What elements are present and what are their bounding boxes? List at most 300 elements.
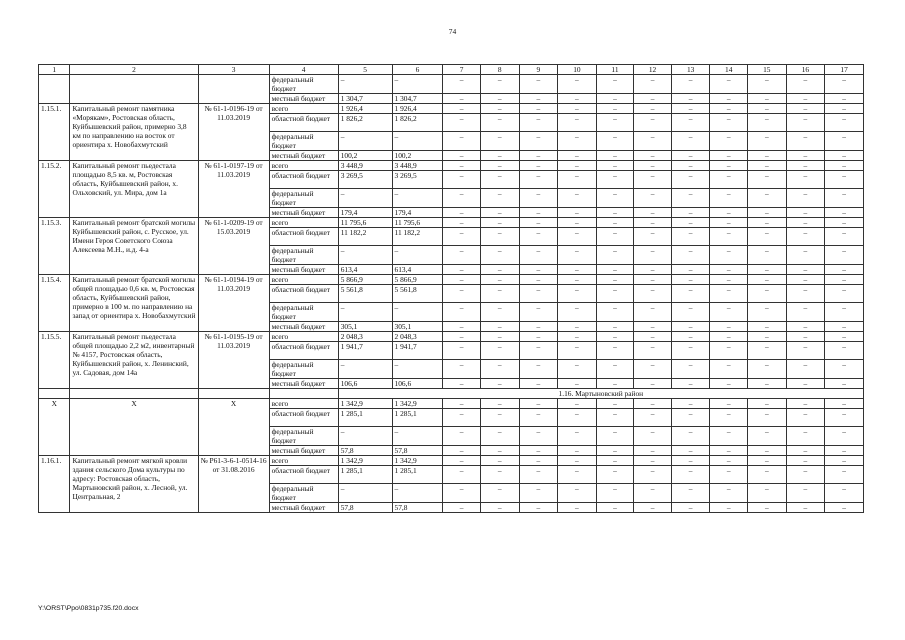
empty-value-dash: – [710, 446, 748, 456]
value-col6: 11 795,6 [392, 218, 443, 228]
empty-value-dash: – [596, 161, 634, 171]
value-col5: 3 448,9 [338, 161, 392, 171]
funding-source: федеральный бюджет [269, 75, 338, 94]
empty-value-dash: – [519, 75, 558, 94]
funding-source: федеральный бюджет [269, 484, 338, 503]
empty-value-dash: – [634, 332, 672, 342]
value-col6: 613,4 [392, 265, 443, 275]
empty-value-dash: – [748, 104, 787, 114]
column-number: 3 [198, 65, 269, 75]
empty-value-dash: – [558, 208, 597, 218]
value-col6: 3 448,9 [392, 161, 443, 171]
empty-value-dash: – [558, 94, 597, 104]
empty-value-dash: – [786, 132, 825, 151]
empty-value-dash: – [558, 285, 597, 303]
empty-value-dash: – [825, 409, 864, 427]
empty-value-dash: – [634, 409, 672, 427]
empty-value-dash: – [558, 427, 597, 446]
value-col5: 2 048,3 [338, 332, 392, 342]
value-col5: 106,6 [338, 379, 392, 389]
empty-value-dash: – [671, 303, 710, 322]
column-number: 14 [710, 65, 748, 75]
funding-source: местный бюджет [269, 151, 338, 161]
empty-value-dash: – [596, 466, 634, 484]
funding-source: всего [269, 332, 338, 342]
empty-value-dash: – [710, 332, 748, 342]
empty-value-dash: – [786, 104, 825, 114]
funding-source: федеральный бюджет [269, 427, 338, 446]
empty-value-dash: – [596, 75, 634, 94]
funding-source: всего [269, 399, 338, 409]
empty-value-dash: – [443, 228, 481, 246]
empty-value-dash: – [519, 503, 558, 513]
empty-value-dash: – [748, 503, 787, 513]
value-col5: 100,2 [338, 151, 392, 161]
empty-value-dash: – [710, 484, 748, 503]
empty-value-dash: – [480, 503, 519, 513]
empty-value-dash: – [710, 246, 748, 265]
item-code: № Р61-3-6-1-0514-16 от 31.08.2016 [198, 456, 269, 513]
value-col5: – [338, 427, 392, 446]
empty-value-dash: – [558, 322, 597, 332]
value-col6: – [392, 303, 443, 322]
value-col6: 1 926,4 [392, 104, 443, 114]
empty-value-dash: – [634, 114, 672, 132]
empty-value-dash: – [786, 399, 825, 409]
empty-value-dash: – [825, 114, 864, 132]
empty-value-dash: – [558, 409, 597, 427]
value-col5: 613,4 [338, 265, 392, 275]
empty-value-dash: – [596, 285, 634, 303]
column-number: 8 [480, 65, 519, 75]
empty-value-dash: – [786, 446, 825, 456]
item-name: Капитальный ремонт братской могилы Куйбышевский район, с. Русское, ул. Имени Героя Советского Союза Алексеева М.Н., и.д. 4-а [70, 218, 198, 275]
funding-source: областной бюджет [269, 409, 338, 427]
empty-value-dash: – [825, 503, 864, 513]
empty-value-dash: – [634, 360, 672, 379]
empty-value-dash: – [671, 399, 710, 409]
empty-value-dash: – [443, 456, 481, 466]
empty-value-dash: – [748, 446, 787, 456]
empty-value-dash: – [596, 265, 634, 275]
table-row [39, 104, 864, 114]
empty-value-dash: – [443, 94, 481, 104]
empty-value-dash: – [480, 75, 519, 94]
item-code: № 61-1-0196-19 от 11.03.2019 [198, 104, 269, 161]
empty-value-dash: – [480, 218, 519, 228]
funding-source: всего [269, 161, 338, 171]
empty-value-dash: – [710, 409, 748, 427]
column-number: 6 [392, 65, 443, 75]
item-code: № 61-1-0197-19 от 11.03.2019 [198, 161, 269, 218]
empty-value-dash: – [634, 94, 672, 104]
empty-value-dash: – [596, 332, 634, 342]
empty-value-dash: – [596, 171, 634, 189]
empty-value-dash: – [558, 75, 597, 94]
empty-value-dash: – [519, 360, 558, 379]
empty-value-dash: – [786, 189, 825, 208]
page-number: 74 [448, 27, 457, 36]
empty-value-dash: – [825, 399, 864, 409]
empty-value-dash: – [519, 409, 558, 427]
empty-value-dash: – [825, 446, 864, 456]
item-number: 1.15.2. [39, 161, 70, 218]
empty-value-dash: – [596, 360, 634, 379]
empty-value-dash: – [558, 265, 597, 275]
value-col5: 57,8 [338, 503, 392, 513]
empty-value-dash: – [748, 189, 787, 208]
empty-value-dash: – [825, 151, 864, 161]
funding-source: местный бюджет [269, 265, 338, 275]
value-col6: 305,1 [392, 322, 443, 332]
empty-value-dash: – [671, 446, 710, 456]
empty-value-dash: – [480, 285, 519, 303]
empty-value-dash: – [786, 503, 825, 513]
empty-value-dash: – [786, 409, 825, 427]
section-spacer-cell [269, 389, 338, 399]
empty-value-dash: – [443, 342, 481, 360]
empty-value-dash: – [596, 399, 634, 409]
empty-value-dash: – [825, 94, 864, 104]
empty-value-dash: – [710, 218, 748, 228]
value-col6: 1 304,7 [392, 94, 443, 104]
empty-value-dash: – [443, 151, 481, 161]
funding-source: федеральный бюджет [269, 246, 338, 265]
budget-table [38, 64, 864, 513]
item-number [39, 75, 70, 104]
empty-value-dash: – [748, 332, 787, 342]
empty-value-dash: – [558, 189, 597, 208]
empty-value-dash: – [825, 342, 864, 360]
empty-value-dash: – [710, 171, 748, 189]
empty-value-dash: – [519, 466, 558, 484]
empty-value-dash: – [825, 161, 864, 171]
value-col6: 100,2 [392, 151, 443, 161]
empty-value-dash: – [671, 114, 710, 132]
empty-value-dash: – [596, 484, 634, 503]
empty-value-dash: – [596, 218, 634, 228]
empty-value-dash: – [671, 218, 710, 228]
empty-value-dash: – [786, 208, 825, 218]
empty-value-dash: – [558, 360, 597, 379]
item-code: № 61-1-0209-19 от 15.03.2019 [198, 218, 269, 275]
empty-value-dash: – [671, 171, 710, 189]
column-number: 16 [786, 65, 825, 75]
empty-value-dash: – [519, 189, 558, 208]
empty-value-dash: – [480, 132, 519, 151]
empty-value-dash: – [825, 332, 864, 342]
empty-value-dash: – [480, 265, 519, 275]
empty-value-dash: – [480, 303, 519, 322]
empty-value-dash: – [825, 208, 864, 218]
empty-value-dash: – [671, 75, 710, 94]
empty-value-dash: – [634, 246, 672, 265]
empty-value-dash: – [596, 151, 634, 161]
value-col5: 305,1 [338, 322, 392, 332]
empty-value-dash: – [634, 303, 672, 322]
funding-source: местный бюджет [269, 322, 338, 332]
empty-value-dash: – [634, 132, 672, 151]
empty-value-dash: – [634, 189, 672, 208]
value-col6: 1 342,9 [392, 456, 443, 466]
empty-value-dash: – [671, 466, 710, 484]
funding-source: областной бюджет [269, 342, 338, 360]
funding-source: областной бюджет [269, 228, 338, 246]
value-col6: 106,6 [392, 379, 443, 389]
empty-value-dash: – [671, 322, 710, 332]
empty-value-dash: – [710, 466, 748, 484]
empty-value-dash: – [443, 114, 481, 132]
empty-value-dash: – [671, 246, 710, 265]
empty-value-dash: – [825, 275, 864, 285]
empty-value-dash: – [825, 189, 864, 208]
empty-value-dash: – [558, 246, 597, 265]
empty-value-dash: – [519, 399, 558, 409]
empty-value-dash: – [596, 208, 634, 218]
funding-source: федеральный бюджет [269, 189, 338, 208]
value-col5: – [338, 132, 392, 151]
empty-value-dash: – [786, 322, 825, 332]
empty-value-dash: – [634, 399, 672, 409]
empty-value-dash: – [748, 379, 787, 389]
funding-source: местный бюджет [269, 446, 338, 456]
empty-value-dash: – [710, 114, 748, 132]
empty-value-dash: – [558, 503, 597, 513]
value-col6: 2 048,3 [392, 332, 443, 342]
table-row [39, 399, 864, 409]
funding-source: всего [269, 456, 338, 466]
item-code: № 61-1-0195-19 от 11.03.2019 [198, 332, 269, 389]
empty-value-dash: – [710, 104, 748, 114]
empty-value-dash: – [786, 332, 825, 342]
empty-value-dash: – [596, 446, 634, 456]
value-col6: 1 285,1 [392, 466, 443, 484]
empty-value-dash: – [596, 94, 634, 104]
empty-value-dash: – [786, 466, 825, 484]
section-row [39, 389, 864, 399]
empty-value-dash: – [748, 228, 787, 246]
empty-value-dash: – [596, 379, 634, 389]
funding-source: областной бюджет [269, 466, 338, 484]
table-row [39, 456, 864, 466]
empty-value-dash: – [443, 189, 481, 208]
empty-value-dash: – [519, 427, 558, 446]
empty-value-dash: – [558, 303, 597, 322]
empty-value-dash: – [443, 446, 481, 456]
empty-value-dash: – [825, 75, 864, 94]
value-col6: – [392, 246, 443, 265]
empty-value-dash: – [519, 94, 558, 104]
empty-value-dash: – [519, 484, 558, 503]
empty-value-dash: – [671, 161, 710, 171]
empty-value-dash: – [748, 399, 787, 409]
empty-value-dash: – [596, 132, 634, 151]
funding-source: федеральный бюджет [269, 360, 338, 379]
empty-value-dash: – [671, 104, 710, 114]
empty-value-dash: – [519, 342, 558, 360]
empty-value-dash: – [786, 94, 825, 104]
table-row [39, 161, 864, 171]
file-path-footer: Y:\ORST\Ppo\0831p735.f20.docx [38, 605, 139, 612]
empty-value-dash: – [558, 171, 597, 189]
empty-value-dash: – [748, 427, 787, 446]
empty-value-dash: – [596, 275, 634, 285]
value-col5: 1 926,4 [338, 104, 392, 114]
empty-value-dash: – [825, 132, 864, 151]
empty-value-dash: – [786, 456, 825, 466]
empty-value-dash: – [748, 75, 787, 94]
empty-value-dash: – [710, 399, 748, 409]
empty-value-dash: – [634, 218, 672, 228]
table-row [39, 75, 864, 94]
funding-source: федеральный бюджет [269, 303, 338, 322]
empty-value-dash: – [519, 332, 558, 342]
item-name: Капитальный ремонт пьедестала площадью 8,5 кв. м, Ростовская область, Куйбышевский район, х. Ольховский, ул. Мира, дом 1а [70, 161, 198, 218]
empty-value-dash: – [596, 228, 634, 246]
funding-source: местный бюджет [269, 503, 338, 513]
value-col5: – [338, 484, 392, 503]
column-number: 10 [558, 65, 597, 75]
empty-value-dash: – [558, 218, 597, 228]
empty-value-dash: – [480, 399, 519, 409]
empty-value-dash: – [786, 114, 825, 132]
value-col5: – [338, 360, 392, 379]
empty-value-dash: – [710, 151, 748, 161]
empty-value-dash: – [748, 456, 787, 466]
funding-source: местный бюджет [269, 94, 338, 104]
empty-value-dash: – [596, 189, 634, 208]
value-col6: 11 182,2 [392, 228, 443, 246]
empty-value-dash: – [671, 275, 710, 285]
section-spacer-cell [70, 389, 198, 399]
empty-value-dash: – [443, 503, 481, 513]
empty-value-dash: – [519, 114, 558, 132]
empty-value-dash: – [443, 246, 481, 265]
empty-value-dash: – [443, 360, 481, 379]
empty-value-dash: – [825, 466, 864, 484]
empty-value-dash: – [634, 322, 672, 332]
empty-value-dash: – [748, 151, 787, 161]
empty-value-dash: – [596, 322, 634, 332]
empty-value-dash: – [671, 332, 710, 342]
item-name: Капитальный ремонт пьедестала общей площадью 2,2 м2, инвентарный № 4157, Ростовская область, Куйбышевский район, х. Ленинский, ул. Садовая, дом 14а [70, 332, 198, 389]
empty-value-dash: – [748, 246, 787, 265]
section-title: 1.16. Мартыновский район [338, 389, 863, 399]
empty-value-dash: – [786, 151, 825, 161]
empty-value-dash: – [748, 132, 787, 151]
empty-value-dash: – [671, 503, 710, 513]
empty-value-dash: – [748, 218, 787, 228]
empty-value-dash: – [710, 94, 748, 104]
funding-source: местный бюджет [269, 379, 338, 389]
section-spacer-cell [198, 389, 269, 399]
empty-value-dash: – [558, 275, 597, 285]
empty-value-dash: – [825, 360, 864, 379]
empty-value-dash: – [786, 228, 825, 246]
item-name [70, 75, 198, 104]
empty-value-dash: – [443, 104, 481, 114]
empty-value-dash: – [634, 161, 672, 171]
value-col5: 1 342,9 [338, 399, 392, 409]
empty-value-dash: – [748, 114, 787, 132]
empty-value-dash: – [710, 303, 748, 322]
empty-value-dash: – [634, 379, 672, 389]
empty-value-dash: – [558, 342, 597, 360]
empty-value-dash: – [786, 427, 825, 446]
empty-value-dash: – [748, 484, 787, 503]
empty-value-dash: – [671, 94, 710, 104]
empty-value-dash: – [480, 228, 519, 246]
empty-value-dash: – [596, 246, 634, 265]
empty-value-dash: – [710, 342, 748, 360]
empty-value-dash: – [671, 360, 710, 379]
empty-value-dash: – [786, 342, 825, 360]
item-name: X [70, 399, 198, 456]
column-number: 17 [825, 65, 864, 75]
table-row [39, 218, 864, 228]
item-name: Капитальный ремонт братской могилы общей площадью 0,6 кв. м, Ростовская область, Куйбышевский район, примерно в 100 м. по направлению на запад от ориентира х. Новобахмутский [70, 275, 198, 332]
empty-value-dash: – [443, 265, 481, 275]
value-col5: 1 285,1 [338, 409, 392, 427]
empty-value-dash: – [634, 484, 672, 503]
empty-value-dash: – [443, 75, 481, 94]
empty-value-dash: – [825, 285, 864, 303]
empty-value-dash: – [596, 456, 634, 466]
empty-value-dash: – [748, 466, 787, 484]
empty-value-dash: – [825, 246, 864, 265]
empty-value-dash: – [786, 218, 825, 228]
empty-value-dash: – [786, 285, 825, 303]
empty-value-dash: – [519, 132, 558, 151]
empty-value-dash: – [671, 456, 710, 466]
empty-value-dash: – [443, 322, 481, 332]
value-col6: 57,8 [392, 503, 443, 513]
empty-value-dash: – [519, 265, 558, 275]
value-col5: 1 826,2 [338, 114, 392, 132]
empty-value-dash: – [671, 342, 710, 360]
empty-value-dash: – [443, 484, 481, 503]
column-number: 11 [596, 65, 634, 75]
empty-value-dash: – [558, 456, 597, 466]
funding-source: всего [269, 218, 338, 228]
value-col6: – [392, 484, 443, 503]
table-row [39, 332, 864, 342]
empty-value-dash: – [634, 503, 672, 513]
empty-value-dash: – [519, 446, 558, 456]
empty-value-dash: – [634, 208, 672, 218]
funding-source: областной бюджет [269, 285, 338, 303]
empty-value-dash: – [558, 399, 597, 409]
empty-value-dash: – [443, 171, 481, 189]
item-name: Капитальный ремонт мягкой кровли здания сельского Дома культуры по адресу: Ростовская область, Мартыновский район, х. Лесной, ул. Центральная, 2 [70, 456, 198, 513]
empty-value-dash: – [634, 456, 672, 466]
empty-value-dash: – [825, 484, 864, 503]
value-col5: – [338, 303, 392, 322]
empty-value-dash: – [558, 379, 597, 389]
empty-value-dash: – [748, 171, 787, 189]
section-spacer-cell [39, 389, 70, 399]
empty-value-dash: – [443, 208, 481, 218]
empty-value-dash: – [443, 132, 481, 151]
empty-value-dash: – [480, 114, 519, 132]
value-col5: 11 182,2 [338, 228, 392, 246]
value-col5: – [338, 246, 392, 265]
empty-value-dash: – [634, 275, 672, 285]
empty-value-dash: – [596, 409, 634, 427]
empty-value-dash: – [480, 161, 519, 171]
empty-value-dash: – [634, 285, 672, 303]
item-number: 1.15.4. [39, 275, 70, 332]
